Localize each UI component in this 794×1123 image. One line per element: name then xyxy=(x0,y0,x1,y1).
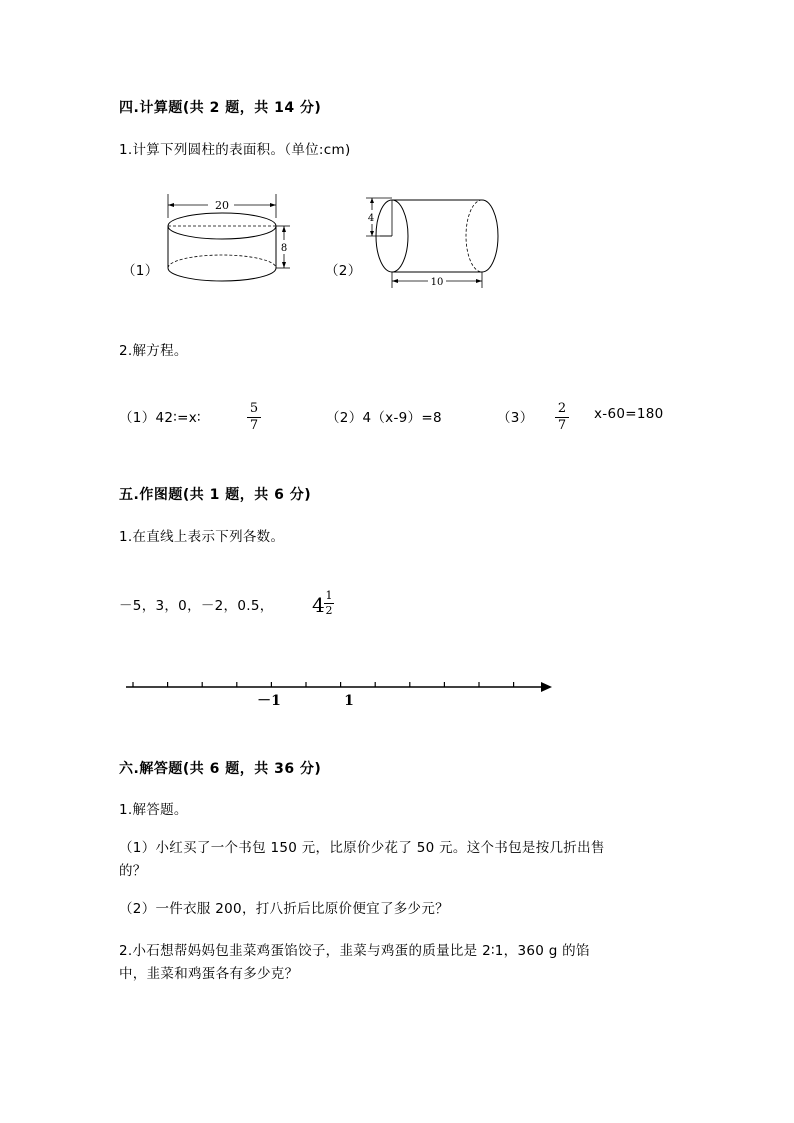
fraction-numerator: 1 xyxy=(325,589,333,602)
question-6-1-part1-line2: 的？ xyxy=(119,863,147,879)
number-line xyxy=(120,676,560,716)
cylinder-figure-2 xyxy=(358,192,508,292)
fraction-denominator: 7 xyxy=(557,418,567,433)
diameter-label: 20 xyxy=(215,199,229,212)
mixed-fraction xyxy=(323,590,335,617)
axis-label-neg-one: －1 xyxy=(257,693,281,709)
question-4-2-prompt: 2.解方程。 xyxy=(119,343,188,359)
fraction-denominator: 2 xyxy=(325,604,333,617)
section-5-heading: 五.作图题(共 1 题，共 6 分) xyxy=(119,487,312,503)
question-5-1-prompt: 1.在直线上表示下列各数。 xyxy=(119,529,285,545)
equation-3-prefix: （3） xyxy=(497,410,534,426)
question-6-1-part1-line1: （1）小红买了一个书包 150 元，比原价少花了 50 元。这个书包是按几折出售 xyxy=(119,840,605,856)
figure-1-label: （1） xyxy=(122,263,159,279)
figure-2-label: （2） xyxy=(325,263,362,279)
section-6-heading: 六.解答题(共 6 题，共 36 分) xyxy=(119,761,322,777)
section-4-heading: 四.计算题(共 2 题，共 14 分) xyxy=(119,100,322,116)
question-6-1-part2: （2）一件衣服 200，打八折后比原价便宜了多少元？ xyxy=(119,901,449,917)
arrow-right-icon xyxy=(541,682,552,692)
height-label: 8 xyxy=(280,243,288,254)
cylinder-figure-1 xyxy=(158,188,298,288)
question-6-2-line2: 中，韭菜和鸡蛋各有多少克？ xyxy=(119,966,299,982)
equation-1-text: （1）42∶=x∶ xyxy=(119,410,201,426)
fraction-denominator: 7 xyxy=(249,418,259,433)
equation-3-fraction xyxy=(554,402,570,433)
fraction-numerator: 5 xyxy=(249,401,259,416)
radius-label: 4 xyxy=(367,213,375,224)
equation-2-text: （2）4（x-9）=8 xyxy=(326,410,442,426)
equation-1-fraction xyxy=(246,402,262,433)
question-6-2-line1: 2.小石想帮妈妈包韭菜鸡蛋馅饺子，韭菜与鸡蛋的质量比是 2∶1，360 g 的馅 xyxy=(119,943,590,959)
fraction-numerator: 2 xyxy=(557,401,567,416)
axis-label-one: 1 xyxy=(344,693,354,709)
mixed-whole: 4 xyxy=(312,593,325,617)
equation-3-suffix: x-60=180 xyxy=(594,406,664,422)
question-4-1-prompt: 1.计算下列圆柱的表面积。（单位:cm) xyxy=(119,142,351,158)
numbers-list: －5，3，0，－2，0.5， xyxy=(119,598,274,614)
length-label: 10 xyxy=(430,277,444,288)
question-6-1-prompt: 1.解答题。 xyxy=(119,802,188,818)
